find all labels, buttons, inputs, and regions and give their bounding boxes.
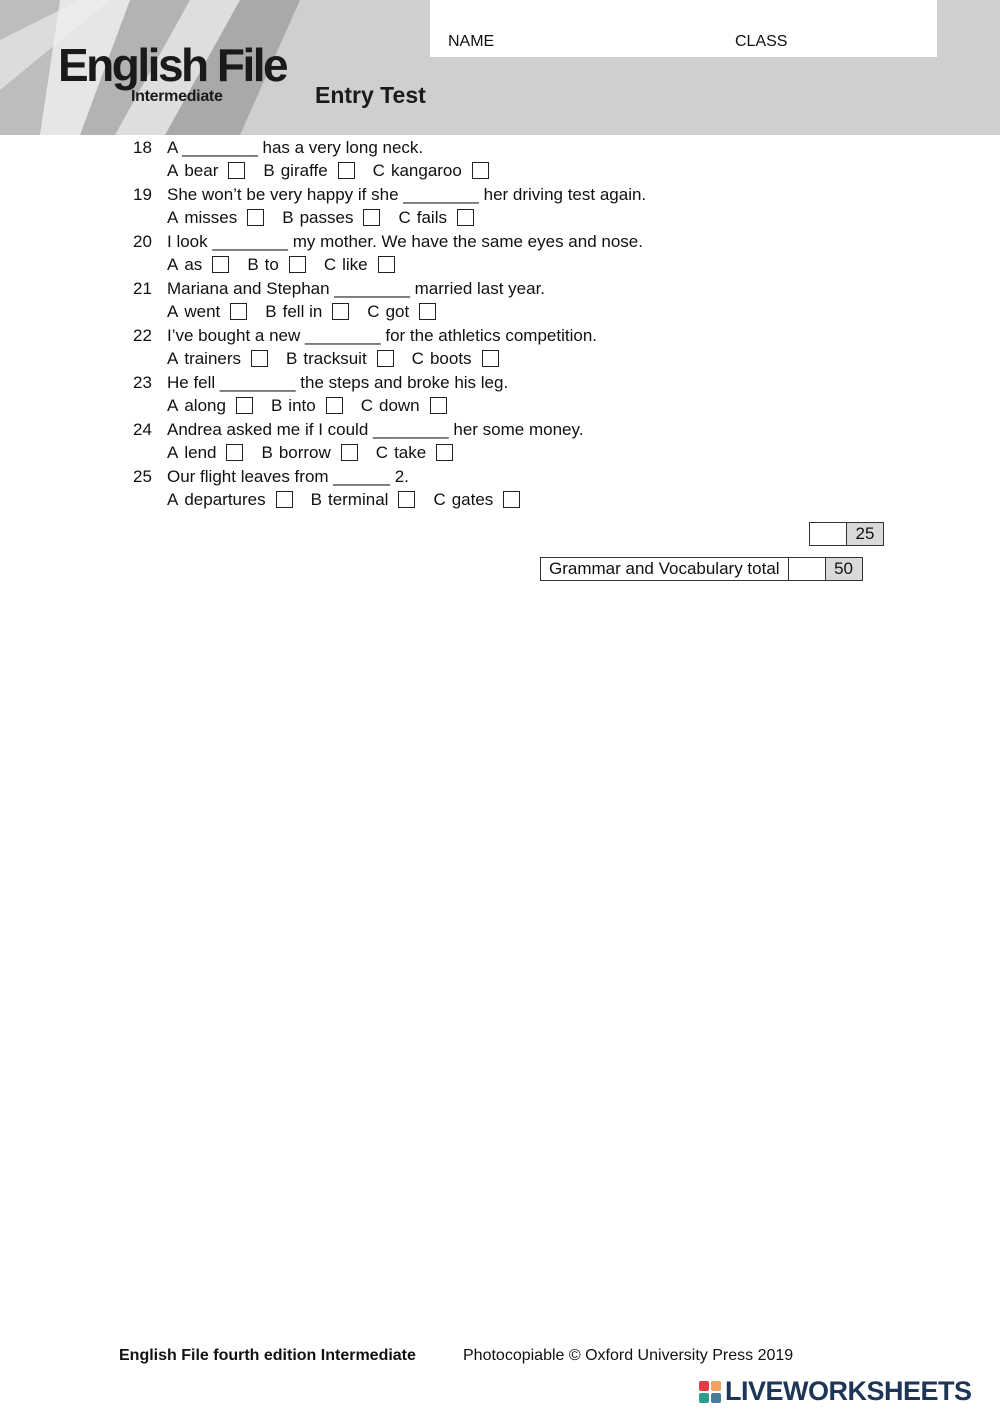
footer-edition: English File fourth edition Intermediate: [119, 1347, 416, 1364]
option-letter: B: [263, 161, 275, 180]
question-25: [133, 467, 409, 487]
options-18: [167, 161, 507, 181]
logo-square: [711, 1393, 721, 1403]
options-19: [167, 208, 492, 228]
option-letter: C: [372, 161, 385, 180]
option-c: [376, 443, 453, 463]
answer-checkbox[interactable]: [276, 491, 293, 508]
question-number: 19: [133, 185, 152, 204]
question-text: Our flight leaves from ______ 2.: [167, 467, 409, 486]
option-letter: A: [167, 443, 179, 462]
option-text: along: [184, 396, 226, 415]
option-c: [324, 255, 395, 275]
answer-checkbox[interactable]: [247, 209, 264, 226]
option-c: [367, 302, 436, 322]
answer-checkbox[interactable]: [377, 350, 394, 367]
answer-checkbox[interactable]: [341, 444, 358, 461]
option-text: bear: [184, 161, 219, 180]
option-a: [167, 490, 293, 510]
logo-square: [711, 1381, 721, 1391]
question-number: 21: [133, 279, 152, 298]
option-letter: A: [167, 349, 179, 368]
option-b: [265, 302, 349, 322]
option-text: kangaroo: [390, 161, 462, 180]
options-23: [167, 396, 465, 416]
options-24: [167, 443, 471, 463]
option-b: [247, 255, 306, 275]
option-text: got: [385, 302, 410, 321]
answer-checkbox[interactable]: [482, 350, 499, 367]
question-number: 18: [133, 138, 152, 157]
option-letter: A: [167, 161, 179, 180]
option-letter: A: [167, 396, 179, 415]
logo-square: [699, 1381, 709, 1391]
option-c: [433, 490, 520, 510]
option-letter: B: [261, 443, 273, 462]
option-a: [167, 255, 229, 275]
options-22: [167, 349, 517, 369]
option-text: lend: [184, 443, 217, 462]
answer-checkbox[interactable]: [472, 162, 489, 179]
question-text: I’ve bought a new ________ for the athletics competition.: [167, 326, 598, 345]
option-text: fell in: [282, 302, 323, 321]
option-text: went: [184, 302, 221, 321]
option-text: misses: [184, 208, 238, 227]
question-text: He fell ________ the steps and broke his leg.: [167, 373, 509, 392]
option-b: [286, 349, 394, 369]
question-number: 20: [133, 232, 152, 251]
option-letter: A: [167, 208, 179, 227]
class-label: CLASS: [735, 33, 788, 50]
option-c: [398, 208, 474, 228]
question-text: I look ________ my mother. We have the same eyes and nose.: [167, 232, 643, 251]
grand-score-total: 50: [826, 558, 862, 580]
logo-square: [699, 1393, 709, 1403]
option-letter: C: [375, 443, 389, 462]
question-22: [133, 326, 597, 346]
option-a: [167, 396, 253, 416]
option-letter: B: [265, 302, 277, 321]
option-text: boots: [429, 349, 472, 368]
option-a: [167, 349, 268, 369]
name-class-box[interactable]: [430, 0, 937, 57]
test-title: Entry Test: [315, 82, 426, 108]
option-c: [361, 396, 447, 416]
option-letter: A: [167, 255, 179, 274]
question-number: 25: [133, 467, 152, 486]
question-text: Andrea asked me if I could ________ her some money.: [167, 420, 584, 439]
question-number: 23: [133, 373, 152, 392]
option-c: [373, 161, 489, 181]
options-25: [167, 490, 538, 510]
option-letter: C: [411, 349, 424, 368]
question-text: A ________ has a very long neck.: [167, 138, 424, 157]
answer-checkbox[interactable]: [212, 256, 229, 273]
question-23: [133, 373, 508, 393]
option-text: like: [342, 255, 368, 274]
question-18: [133, 138, 423, 158]
option-letter: B: [282, 208, 294, 227]
options-20: [167, 255, 413, 275]
option-text: departures: [184, 490, 266, 509]
answer-checkbox[interactable]: [228, 162, 245, 179]
option-text: terminal: [327, 490, 389, 509]
answer-checkbox[interactable]: [436, 444, 453, 461]
answer-checkbox[interactable]: [289, 256, 306, 273]
answer-checkbox[interactable]: [251, 350, 268, 367]
option-letter: A: [167, 302, 179, 321]
header-banner: [0, 0, 1000, 135]
liveworksheets-logo-icon: [698, 1380, 722, 1404]
option-letter: B: [310, 490, 322, 509]
answer-checkbox[interactable]: [378, 256, 395, 273]
option-text: take: [394, 443, 427, 462]
grand-score-input[interactable]: [789, 558, 826, 580]
option-text: down: [379, 396, 420, 415]
option-a: [167, 302, 247, 322]
option-b: [311, 490, 416, 510]
option-letter: C: [323, 255, 337, 274]
liveworksheets-watermark: [698, 1376, 972, 1407]
footer-copyright: Photocopiable © Oxford University Press 2019: [463, 1347, 794, 1364]
grand-score: [540, 557, 863, 581]
option-letter: C: [367, 302, 380, 321]
answer-checkbox[interactable]: [332, 303, 349, 320]
question-20: [133, 232, 643, 252]
answer-checkbox[interactable]: [363, 209, 380, 226]
option-a: [167, 208, 264, 228]
option-text: gates: [451, 490, 494, 509]
question-21: [133, 279, 545, 299]
liveworksheets-text: LIVEWORKSHEETS: [725, 1376, 972, 1406]
options-21: [167, 302, 454, 322]
option-text: giraffe: [280, 161, 328, 180]
option-b: [282, 208, 380, 228]
option-b: [263, 161, 354, 181]
option-a: [167, 443, 243, 463]
section-score-input[interactable]: [810, 523, 847, 545]
option-text: fails: [416, 208, 447, 227]
answer-checkbox[interactable]: [226, 444, 243, 461]
option-letter: B: [286, 349, 298, 368]
question-number: 22: [133, 326, 152, 345]
answer-checkbox[interactable]: [503, 491, 520, 508]
grand-score-label: Grammar and Vocabulary total: [541, 558, 789, 580]
answer-checkbox[interactable]: [430, 397, 447, 414]
answer-checkbox[interactable]: [419, 303, 436, 320]
option-letter: B: [247, 255, 259, 274]
option-text: into: [288, 396, 316, 415]
option-text: to: [264, 255, 279, 274]
question-number: 24: [133, 420, 152, 439]
answer-checkbox[interactable]: [230, 303, 247, 320]
option-letter: C: [398, 208, 411, 227]
brand-title: English File: [58, 39, 287, 91]
option-letter: C: [360, 396, 373, 415]
answer-checkbox[interactable]: [338, 162, 355, 179]
answer-checkbox[interactable]: [457, 209, 474, 226]
option-text: as: [184, 255, 203, 274]
question-text: She won’t be very happy if she ________ her driving test again.: [167, 185, 647, 204]
option-letter: C: [433, 490, 446, 509]
option-text: borrow: [278, 443, 331, 462]
option-letter: A: [167, 490, 179, 509]
question-24: [133, 420, 583, 440]
option-b: [261, 443, 357, 463]
option-a: [167, 161, 245, 181]
option-c: [412, 349, 499, 369]
name-label: NAME: [448, 33, 495, 50]
section-score: [809, 522, 884, 546]
answer-checkbox[interactable]: [236, 397, 253, 414]
option-b: [271, 396, 343, 416]
question-text: Mariana and Stephan ________ married last year.: [167, 279, 546, 298]
brand-subtitle: Intermediate: [131, 88, 223, 105]
section-score-total: 25: [847, 523, 883, 545]
option-text: trainers: [184, 349, 242, 368]
option-text: passes: [299, 208, 354, 227]
answer-checkbox[interactable]: [398, 491, 415, 508]
option-letter: B: [270, 396, 283, 415]
question-19: [133, 185, 646, 205]
option-text: tracksuit: [303, 349, 367, 368]
answer-checkbox[interactable]: [326, 397, 343, 414]
